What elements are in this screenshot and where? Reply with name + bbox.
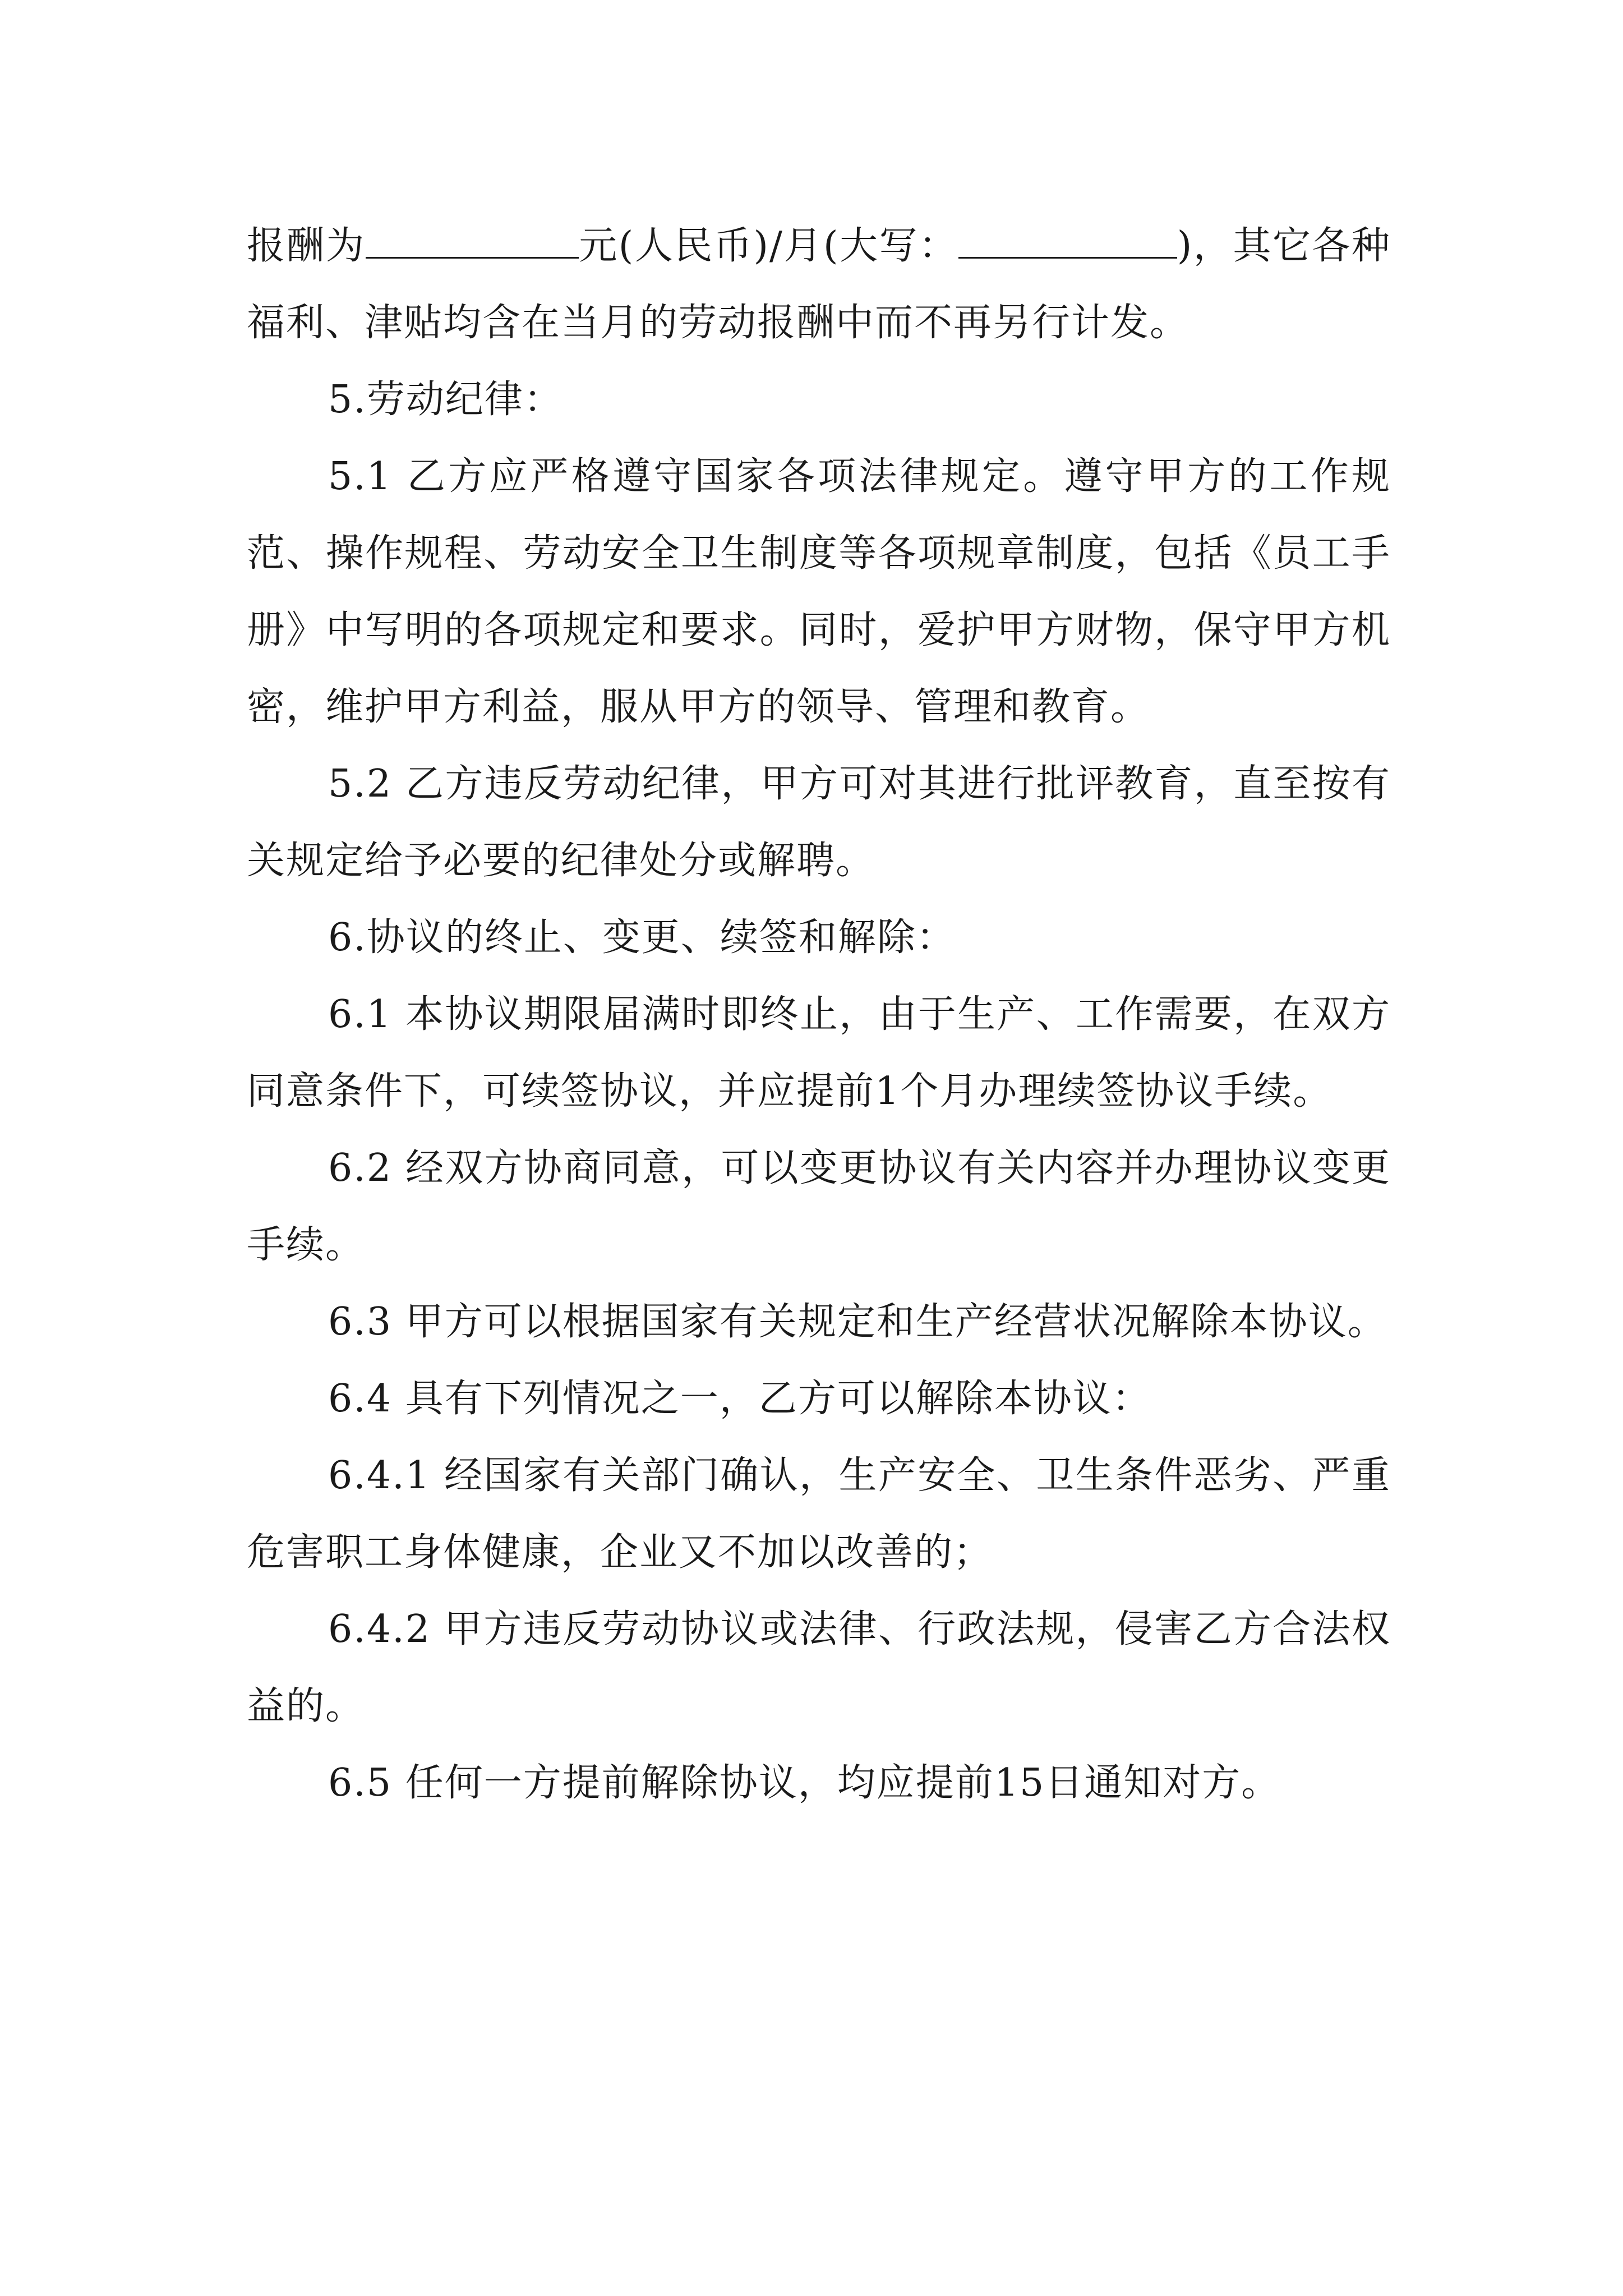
heading-labor-discipline: 5.劳动纪律：: [328, 378, 563, 422]
text-segment: 报酬为: [247, 224, 366, 268]
clause-6-5: 6.5 任何一方提前解除协议，均应提前15日通知对方。: [328, 1761, 1281, 1805]
amount-in-words-blank-line: [958, 223, 1177, 259]
clause-5-2: 5.2 乙方违反劳动纪律，甲方可对其进行批评教育，直至按有关规定给予必要的纪律处分或解聘。: [247, 762, 1391, 883]
text-segment: )，其它各种福利、津贴均含在当月的劳动报酬中而不再另行计发。: [247, 224, 1391, 345]
heading-termination: 6.协议的终止、变更、续签和解除：: [328, 915, 956, 960]
clause-5-1: 5.1 乙方应严格遵守国家各项法律规定。遵守甲方的工作规范、操作规程、劳动安全卫生制度等各项规章制度，包括《员工手册》中写明的各项规定和要求。同时，爱护甲方财物，保守甲方机密，维护甲方利益，服从甲方的领导、管理和教育。: [247, 454, 1391, 729]
clause-6-2: 6.2 经双方协商同意，可以变更协议有关内容并办理协议变更手续。: [247, 1146, 1391, 1267]
clause-6-1: 6.1 本协议期限届满时即终止，由于生产、工作需要，在双方同意条件下，可续签协议，并应提前1个月办理续签协议手续。: [247, 992, 1391, 1114]
clause-6-3: 6.3 甲方可以根据国家有关规定和生产经营状况解除本协议。: [328, 1300, 1387, 1344]
clause-6-4-1: 6.4.1 经国家有关部门确认，生产安全、卫生条件恶劣、严重危害职工身体健康，企业又不加以改善的；: [247, 1453, 1391, 1575]
clause-6-4-2: 6.4.2 甲方违反劳动协议或法律、行政法规，侵害乙方合法权益的。: [247, 1607, 1391, 1728]
document-body: [247, 208, 1391, 1821]
clause-6-4: 6.4 具有下列情况之一，乙方可以解除本协议：: [328, 1377, 1151, 1421]
text-segment: 元(人民币)/月(大写：: [578, 224, 958, 268]
amount-blank-line: [366, 223, 579, 259]
paragraph-remuneration: [247, 208, 1391, 361]
